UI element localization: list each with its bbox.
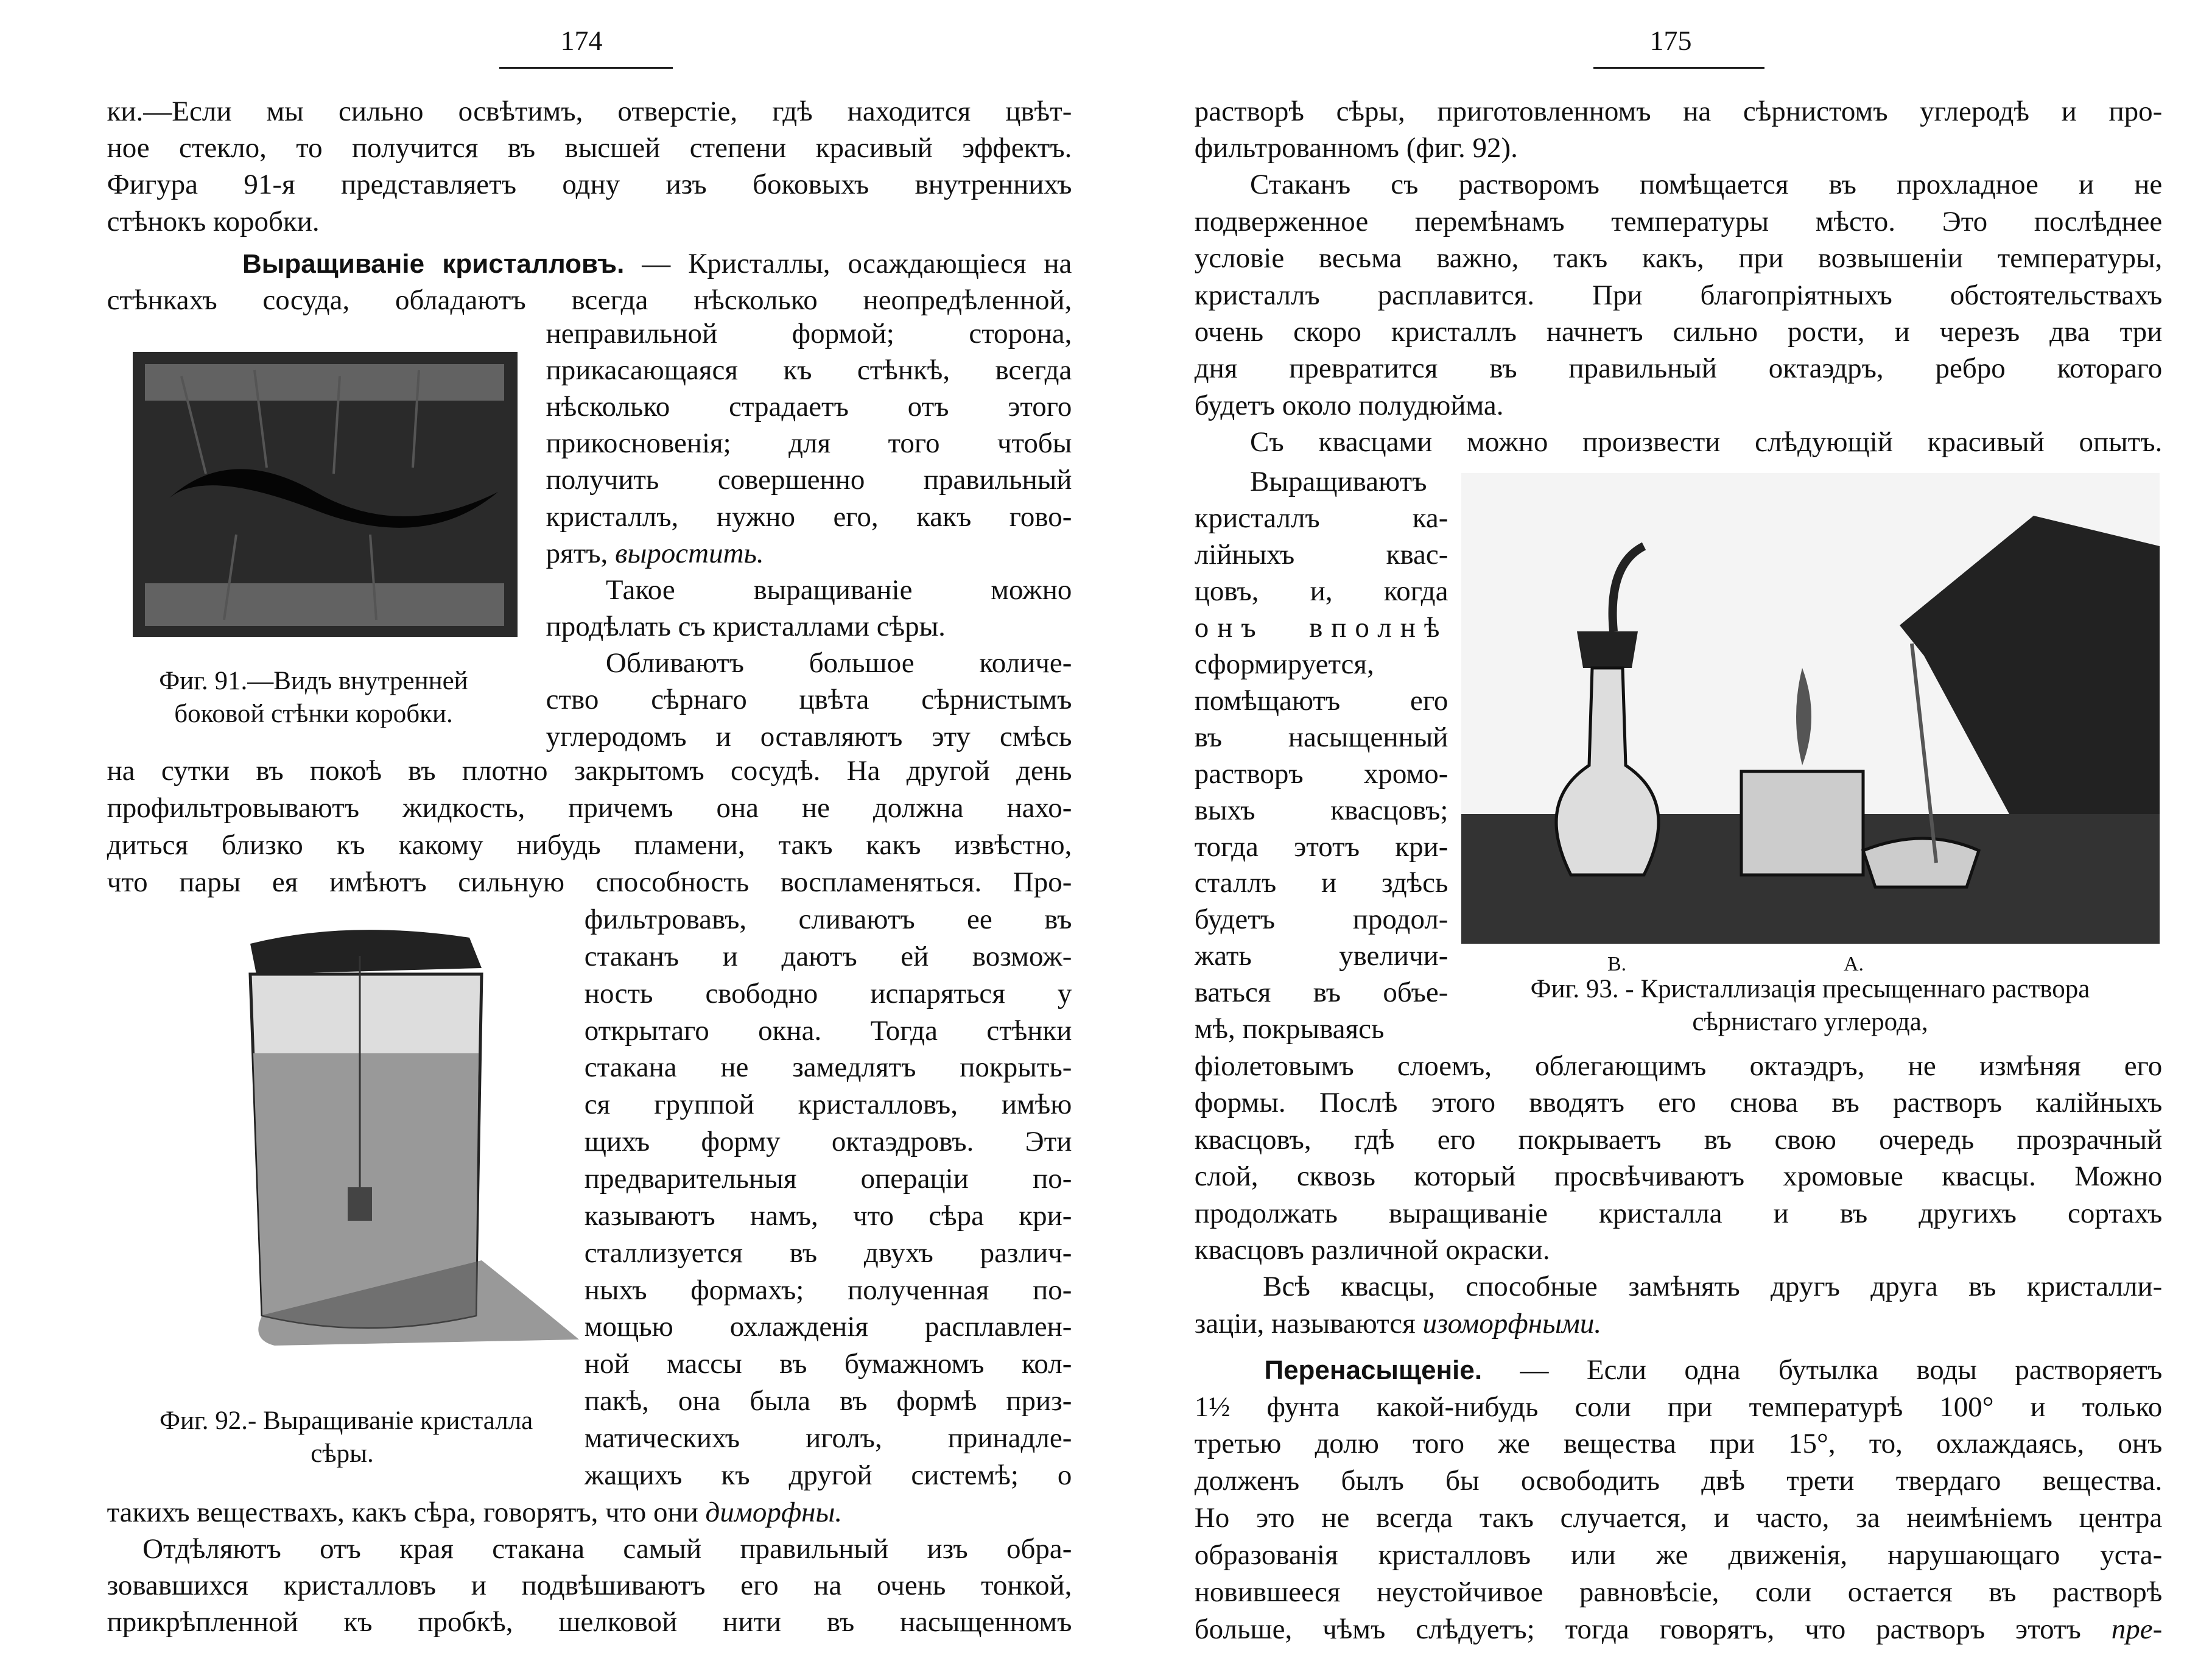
- text-line: мощью охлажденія расплавлен-: [584, 1311, 1072, 1343]
- text-line: дня превратится въ правильный октаэдръ, ребро котораго: [1194, 353, 2163, 385]
- text-line: открытаго окна. Тогда стѣнки: [584, 1014, 1072, 1047]
- text-line: ной массы въ бумажномъ кол-: [584, 1348, 1072, 1380]
- figure-93-image: [1461, 473, 2160, 944]
- text-line: условіе весьма важно, такъ какъ, при возвышеніи температуры,: [1194, 242, 2163, 275]
- section-heading: Выращиваніе кристалловъ.: [242, 249, 625, 279]
- text-line: подверженное перемѣнамъ температуры мѣсто. Это послѣднее: [1194, 205, 2163, 237]
- text-line: Всѣ квасцы, способные замѣнять другъ друга въ кристалли-: [1263, 1271, 2163, 1303]
- text-line: щихъ форму октаэдровъ. Эти: [584, 1126, 1072, 1158]
- text-line: новившееся неустойчивое равновѣсіе, соли остается въ растворѣ: [1194, 1576, 2163, 1608]
- text-line: въ насыщенный: [1194, 721, 1448, 753]
- text-line: цовъ, и, когда: [1194, 575, 1448, 608]
- text-segment: — Кристаллы, осаждающіеся на: [624, 248, 1072, 280]
- text-line: формы. Послѣ этого вводятъ его снова въ растворъ калійныхъ: [1194, 1087, 2163, 1119]
- text-line: лійныхъ квас-: [1194, 539, 1448, 571]
- text-line: что пары ея имѣютъ сильную способность воспламеняться. Про-: [107, 866, 1072, 899]
- text-line: фильтрованномъ (фиг. 92).: [1194, 132, 1518, 164]
- text-line: кристаллъ расплавится. При благопріятныхъ обстоятельствахъ: [1194, 279, 2163, 311]
- text-line: жать увеличи-: [1194, 940, 1448, 972]
- figure-93-caption: [1454, 973, 2166, 1039]
- text-line: зовавшихся кристалловъ и подвѣшиваютъ его на очень тонкой,: [107, 1570, 1072, 1602]
- figure-93-label-a: А.: [1844, 953, 1864, 975]
- caption-line: сѣры.: [311, 1439, 374, 1468]
- text-line: будетъ около полудюйма.: [1194, 389, 1504, 421]
- text-line: будетъ продол-: [1194, 904, 1448, 936]
- text-line: жащихъ къ другой системѣ; о: [584, 1459, 1072, 1491]
- text-line: углеродомъ и оставляютъ эту смѣсь: [546, 720, 1072, 753]
- text-line: [242, 245, 1072, 282]
- text-line: [546, 535, 1072, 572]
- text-line: Фигура 91-я представляетъ одну изъ боковыхъ внутреннихъ: [107, 169, 1072, 201]
- text-line: стаканъ и даютъ ей возмож-: [584, 940, 1072, 972]
- text-line: сталлизуется въ двухъ различ-: [584, 1237, 1072, 1269]
- text-line: Выращиваютъ: [1250, 466, 1427, 498]
- text-line: образованія кристалловъ или же движенія, нарушающаго уста-: [1194, 1539, 2163, 1571]
- caption-line: Фиг. 92.- Выращиваніе кристалла: [160, 1406, 533, 1435]
- page-number: 175: [1649, 25, 1692, 56]
- italic-term: изоморфными.: [1422, 1307, 1602, 1339]
- text-line: прикасающаяся къ стѣнкѣ, всегда: [546, 354, 1072, 386]
- text-segment: — Если одна бутылка воды растворяетъ: [1482, 1353, 2163, 1386]
- text-line: ность свободно испаряться у: [584, 977, 1072, 1009]
- text-line: кристаллъ, нужно его, какъ гово-: [546, 500, 1072, 533]
- text-line: кристаллъ ка-: [1194, 502, 1448, 535]
- text-line: неправильной формой; сторона,: [546, 317, 1072, 349]
- text-line: Такое выращиваніе можно: [605, 574, 1072, 606]
- text-line: третью долю того же вещества при 15°, то, охлаждаясь, онъ: [1194, 1428, 2163, 1460]
- text-line: растворѣ сѣры, приготовленномъ на сѣрнистомъ углеродѣ и про-: [1194, 95, 2163, 127]
- figure-92-caption: [160, 1405, 533, 1470]
- text-segment: заціи, называются: [1194, 1307, 1423, 1339]
- text-line: выхъ квасцовъ;: [1194, 794, 1448, 826]
- text-line: [107, 1494, 1072, 1531]
- text-line: онъ вполнѣ: [1194, 611, 1448, 644]
- text-line: фильтровавъ, сливаютъ ее въ: [584, 903, 1072, 935]
- text-line: очень скоро кристаллъ начнетъ сильно рости, и черезъ два три: [1194, 315, 2163, 348]
- caption-line: боковой стѣнки коробки.: [174, 700, 453, 728]
- text-line: [1264, 1352, 2162, 1388]
- text-line: Стаканъ съ растворомъ помѣщается въ прохладное и не: [1250, 169, 2163, 201]
- text-segment: такихъ веществахъ, какъ сѣра, говорятъ, что они: [107, 1496, 706, 1528]
- text-line: стакана не замедлятъ покрыть-: [584, 1051, 1072, 1084]
- text-line: тогда этотъ кри-: [1194, 830, 1448, 863]
- text-line: помѣщаютъ его: [1194, 684, 1448, 717]
- text-segment: больше, чѣмъ слѣдуетъ; тогда говорятъ, что растворъ этотъ: [1194, 1613, 2112, 1645]
- figure-91-image: [133, 352, 518, 637]
- italic-term: пре-: [2111, 1613, 2163, 1645]
- text-line: прикрѣпленной къ пробкѣ, шелковой нити въ насыщенномъ: [107, 1606, 1072, 1638]
- text-line: сформируется,: [1194, 648, 1374, 680]
- text-line: получить совершенно правильный: [546, 464, 1072, 496]
- text-line: ваться въ объе-: [1194, 977, 1448, 1009]
- text-line: пакѣ, она была въ формѣ приз-: [584, 1385, 1072, 1417]
- text-line: ное стекло, то получится въ высшей степени красивый эффектъ.: [107, 132, 1072, 164]
- text-line: продолжать выращиваніе кристалла и въ другихъ сортахъ: [1194, 1197, 2163, 1229]
- text-line: Но это не всегда такъ случается, и часто, за неимѣніемъ центра: [1194, 1502, 2163, 1534]
- figure-92-image: [214, 919, 585, 1366]
- text-line: фіолетовымъ слоемъ, облегающимъ октаэдръ, не измѣняя его: [1194, 1050, 2163, 1083]
- text-line: Обливаютъ большое количе-: [605, 647, 1072, 679]
- text-line: квасцовъ, гдѣ его покрываетъ въ свою очередь прозрачный: [1194, 1123, 2163, 1156]
- text-line: профильтровываютъ жидкость, причемъ она не должна нахо-: [107, 792, 1072, 824]
- text-line: казываютъ намъ, что сѣра кри-: [584, 1199, 1072, 1232]
- text-line: [1195, 1305, 2163, 1342]
- header-rule: [499, 67, 673, 69]
- text-line: предварительныя операціи по-: [584, 1163, 1072, 1195]
- text-line: стѣнокъ коробки.: [107, 205, 320, 237]
- caption-line: Фиг. 91.—Видъ внутренней: [159, 667, 468, 695]
- section-heading: Перенасыщеніе.: [1264, 1355, 1483, 1385]
- figure-91-caption: [131, 665, 496, 731]
- text-line: ныхъ формахъ; полученная по-: [584, 1274, 1072, 1306]
- text-line: ки.—Если мы сильно освѣтимъ, отверстіе, гдѣ находится цвѣт-: [107, 95, 1072, 127]
- text-line: мѣ, покрываясь: [1194, 1013, 1385, 1045]
- text-line: на сутки въ покоѣ въ плотно закрытомъ сосудѣ. На другой день: [107, 755, 1072, 787]
- italic-term: выростить.: [615, 537, 764, 569]
- caption-line: Фиг. 93. - Кристаллизація пресыщеннаго раствора: [1530, 975, 2090, 1003]
- text-line: диться близко къ какому нибудь пламени, такъ какъ извѣстно,: [107, 829, 1072, 862]
- text-line: ся группой кристалловъ, имѣю: [584, 1089, 1072, 1121]
- italic-term: диморфны.: [705, 1496, 843, 1528]
- text-line: Съ квасцами можно произвести слѣдующій красивый опытъ.: [1250, 426, 2163, 458]
- text-line: растворъ хромо-: [1194, 757, 1448, 790]
- header-rule: [1593, 67, 1764, 69]
- text-line: продѣлать съ кристаллами сѣры.: [546, 611, 946, 643]
- text-line: матическихъ иголъ, принадле-: [584, 1422, 1072, 1455]
- page-number: 174: [560, 25, 603, 56]
- text-line: квасцовъ различной окраски.: [1194, 1234, 1550, 1266]
- figure-93-label-b: В.: [1607, 953, 1627, 975]
- text-line: прикосновенія; для того чтобы: [546, 427, 1072, 460]
- text-line: нѣсколько страдаетъ отъ этого: [546, 391, 1072, 423]
- text-line: долженъ былъ бы освободить двѣ трети твердаго вещества.: [1194, 1465, 2163, 1497]
- text-line: ство сѣрнаго цвѣта сѣрнистымъ: [546, 684, 1072, 716]
- text-line: [1195, 1611, 2163, 1648]
- text-line: стѣнкахъ сосуда, обладаютъ всегда нѣсколько неопредѣленной,: [107, 284, 1072, 317]
- text-line: сталлъ и здѣсь: [1194, 867, 1448, 899]
- text-segment: рятъ,: [546, 537, 616, 569]
- caption-line: сѣрнистаго углерода,: [1692, 1008, 1928, 1036]
- text-line: 1½ фунта какой-нибудь соли при температурѣ 100° и только: [1194, 1391, 2163, 1423]
- text-line: слой, сквозь который просвѣчиваютъ хромовые квасцы. Можно: [1194, 1160, 2163, 1193]
- text-line: Отдѣляютъ отъ края стакана самый правильный изъ обра-: [142, 1532, 1072, 1565]
